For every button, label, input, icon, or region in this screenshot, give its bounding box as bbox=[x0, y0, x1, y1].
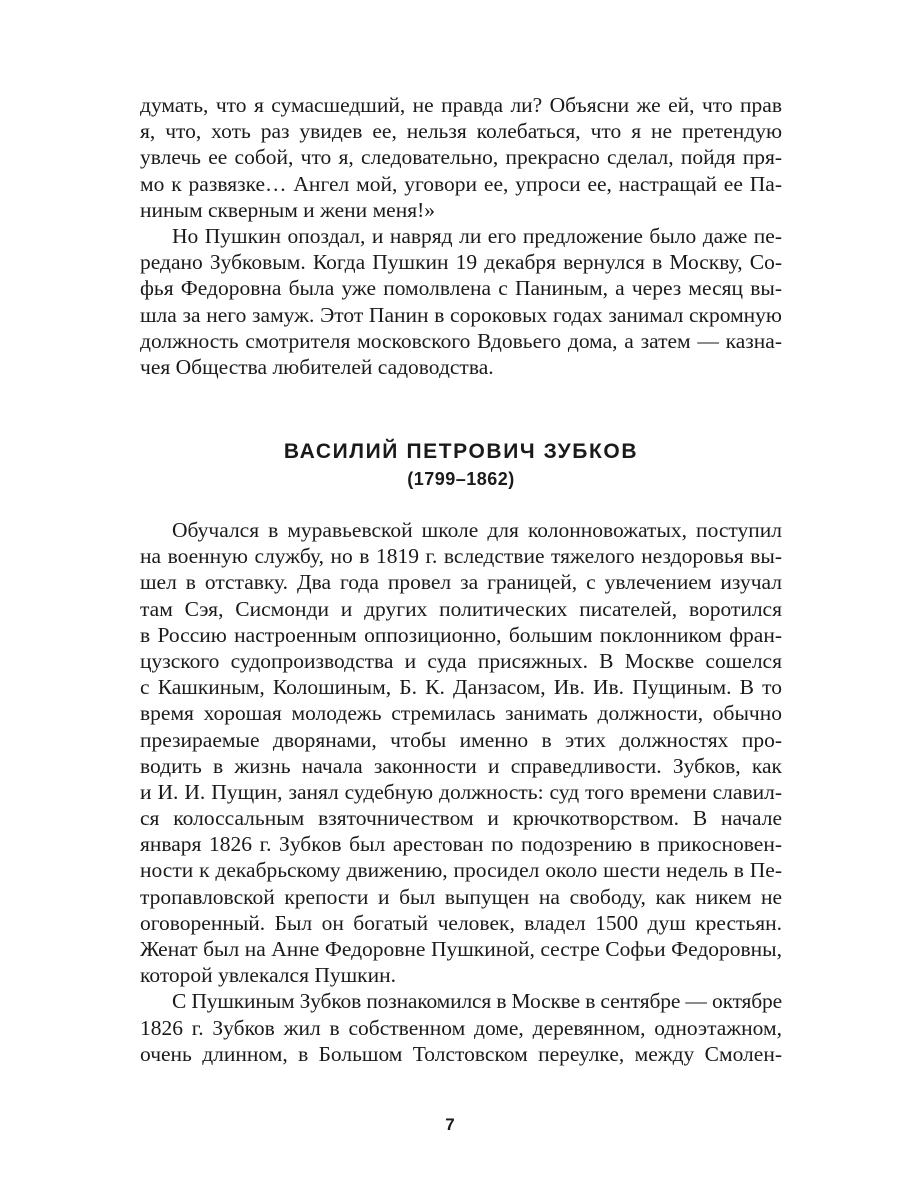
text-line: Женат был на Анне Федоровне Пушкиной, сестре Софьи Федоровны, bbox=[140, 937, 782, 961]
text-line: ниным скверным и жени меня!» bbox=[140, 197, 436, 222]
text-line: С Пушкиным Зубков познакомился в Москве в сентябре — октябре bbox=[172, 989, 782, 1014]
text-line: думать, что я сумасшедший, не правда ли? Объясни же ей, что прав bbox=[140, 93, 782, 117]
text-line: увлечь ее собой, что я, следовательно, прекрасно сделал, пойдя пря- bbox=[140, 145, 782, 170]
text-line: чея Общества любителей садоводства. bbox=[140, 354, 494, 379]
section-years: (1799–1862) bbox=[407, 469, 515, 489]
text-line: ся колоссальным взяточничеством и крючкотворством. В начале bbox=[140, 806, 782, 831]
text-line: с Кашкиным, Колошиным, Б. К. Данзасом, Ив. Ив. Пущиным. В то bbox=[140, 675, 782, 700]
text-line: и И. И. Пущин, занял судебную должность: суд того времени славил- bbox=[140, 779, 782, 804]
text-line: ности к декабрьскому движению, просидел около шести недель в Пе- bbox=[140, 858, 782, 883]
text-line: цузского судопроизводства и суда присяжных. В Москве сошелся bbox=[140, 648, 782, 673]
text-line: там Сэя, Сисмонди и других политических писателей, воротился bbox=[140, 596, 782, 621]
text-line: тропавловской крепости и был выпущен на свободу, как никем не bbox=[140, 884, 782, 909]
page-number: 7 bbox=[445, 1115, 455, 1134]
text-line: редано Зубковым. Когда Пушкин 19 декабря вернулся в Москву, Со- bbox=[140, 250, 782, 275]
text-line: водить в жизнь начала законности и справедливости. Зубков, как bbox=[140, 753, 782, 778]
text-line: шла за него замуж. Этот Панин в сороковых годах занимал скромную bbox=[140, 302, 782, 327]
text-line: в Россию настроенным оппозиционно, большим поклонником фран- bbox=[140, 622, 782, 647]
paragraph-block-top bbox=[140, 92, 782, 380]
text-line: я, что, хоть раз увидев ее, нельзя колебаться, что я не претендую bbox=[140, 119, 782, 144]
text-line: Но Пушкин опоздал, и навряд ли его предложение было даже пе- bbox=[172, 223, 782, 248]
text-line: время хорошая молодежь стремилась занимать должности, обычно bbox=[140, 701, 782, 726]
section-title: ВАСИЛИЙ ПЕТРОВИЧ ЗУБКОВ bbox=[283, 440, 639, 463]
text-line: фья Федоровна была уже помолвлена с Паниным, а через месяц вы- bbox=[140, 276, 782, 301]
text-line: января 1826 г. Зубков был арестован по подозрению в прикосновен- bbox=[140, 832, 782, 857]
paragraph-block-main bbox=[140, 517, 782, 1067]
text-line: которой увлекался Пушкин. bbox=[140, 963, 397, 988]
text-line: 1826 г. Зубков жил в собственном доме, деревянном, одноэтажном, bbox=[140, 1015, 782, 1040]
text-line: должность смотрителя московского Вдовьего дома, а затем — казна- bbox=[140, 328, 782, 353]
text-line: презираемые дворянами, чтобы именно в этих должностях про- bbox=[140, 727, 782, 752]
text-line: на военную службу, но в 1819 г. вследствие тяжелого нездоровья вы- bbox=[140, 544, 782, 569]
text-line: шел в отставку. Два года провел за границей, с увлечением изучал bbox=[140, 570, 782, 595]
text-line: оговоренный. Был он богатый человек, владел 1500 душ крестьян. bbox=[140, 910, 782, 935]
text-line: очень длинном, в Большом Толстовском переулке, между Смолен- bbox=[140, 1041, 782, 1066]
text-line: мо к развязке… Ангел мой, уговори ее, упроси ее, настращай ее Па- bbox=[140, 171, 782, 196]
text-line: Обучался в муравьевской школе для колонновожатых, поступил bbox=[172, 518, 782, 542]
